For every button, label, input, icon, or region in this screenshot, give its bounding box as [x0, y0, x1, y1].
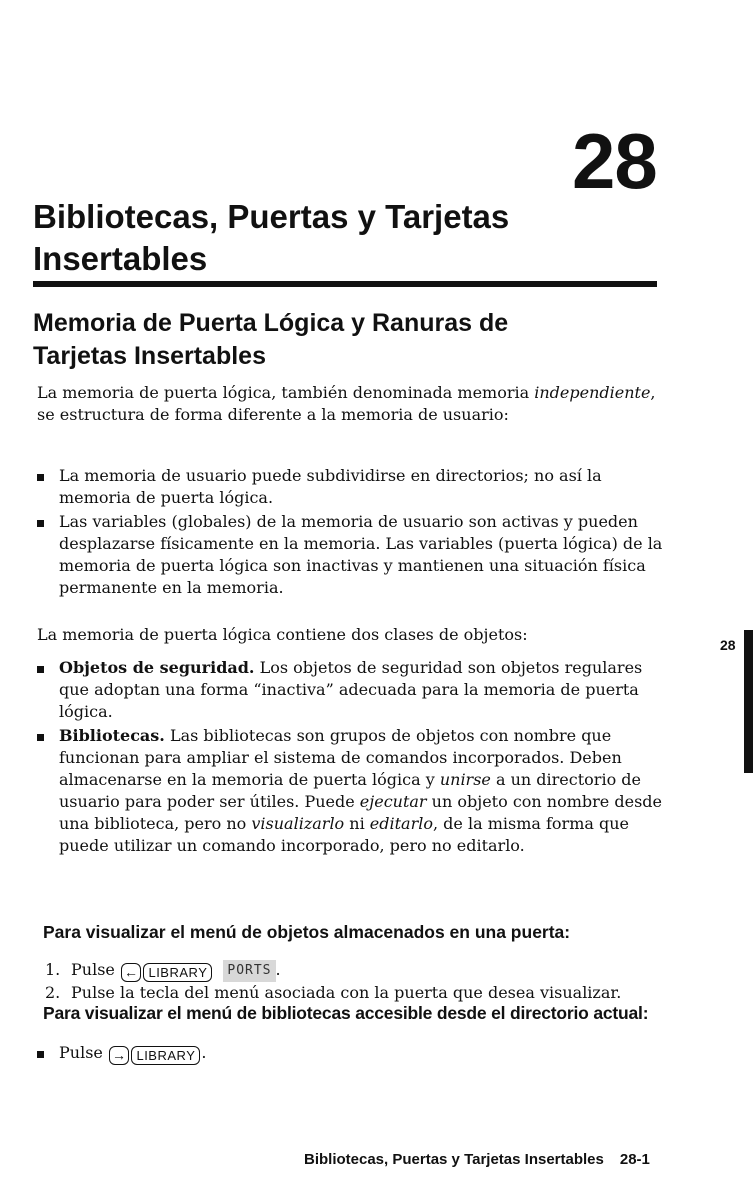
bullet-icon — [37, 1051, 44, 1058]
step-word: Pulse — [71, 960, 115, 979]
intro-emphasis: independiente — [534, 383, 651, 402]
list-item-text: Las bibliotecas son grupos de objetos con nombre que funcionan para ampliar el sistema de comandos incorporados. Deben almacenarse en la memoria de puerta lógica y — [59, 726, 622, 789]
chapter-title — [33, 196, 653, 280]
intro-text-a: La memoria de puerta lógica, también denominada memoria — [37, 383, 535, 402]
bullet-icon — [37, 666, 44, 673]
section-title — [33, 307, 653, 373]
libraries-instruction — [37, 1042, 537, 1065]
step-2 — [45, 982, 685, 1004]
memory-differences-list — [37, 465, 677, 599]
right-shift-key-icon: → — [109, 1046, 130, 1065]
ports-menu-key: PORTS — [223, 960, 275, 982]
objects-intro-paragraph — [37, 624, 677, 646]
bullet-icon — [37, 520, 44, 527]
list-item-text: a un directorio de usuario para poder ser útiles. Puede — [59, 770, 641, 811]
bullet-icon — [37, 474, 44, 481]
list-item-text: La memoria de usuario puede subdividirse en directorios; no así la memoria de puerta lógica. — [59, 466, 602, 507]
steps-list — [45, 959, 685, 1004]
footer-title: Bibliotecas, Puertas y Tarjetas Insertables — [304, 1151, 604, 1168]
page-number: 28-1 — [619, 1151, 650, 1168]
list-item-end: . — [201, 1043, 207, 1062]
chapter-title-line-2: Insertables — [33, 240, 208, 277]
list-item-lead: Objetos de seguridad. — [59, 658, 255, 677]
chapter-tab-marker — [744, 630, 753, 773]
page-footer — [304, 1151, 650, 1168]
list-item-text: Los objetos de seguridad son objetos regulares que adoptan una forma “inactiva” adecuada para la memoria de puerta lógica. — [59, 658, 643, 721]
list-item — [37, 725, 677, 857]
chapter-title-line-1: Bibliotecas, Puertas y Tarjetas — [33, 198, 510, 235]
list-item — [37, 465, 677, 509]
list-item-text: Las variables (globales) de la memoria de usuario son activas y pueden desplazarse físicamente en la memoria. Las variables (puerta lógica) de la memoria de puerta lógica son inactivas y mantienen una situación física permanente en la memoria. — [59, 512, 663, 597]
title-rule — [33, 281, 657, 287]
list-item-text: , de la misma forma que puede utilizar un comando incorporado, pero no editarlo. — [59, 814, 630, 855]
object-types-list — [37, 657, 677, 857]
emphasis: editarlo — [369, 814, 433, 833]
emphasis: visualizarlo — [251, 814, 345, 833]
step-number: 2. — [45, 983, 61, 1002]
section-title-line-2: Tarjetas Insertables — [33, 342, 266, 370]
subheading-ports: Para visualizar el menú de objetos almacenados en una puerta: — [43, 922, 571, 942]
objects-intro-text: La memoria de puerta lógica contiene dos clases de objetos: — [37, 625, 528, 644]
list-item-text: ni — [344, 814, 370, 833]
list-item-word: Pulse — [59, 1043, 103, 1062]
step-end: . — [275, 960, 281, 979]
section-title-line-1: Memoria de Puerta Lógica y Ranuras de — [33, 309, 509, 337]
list-item-text: un objeto con nombre desde una biblioteca, pero no — [59, 792, 662, 833]
list-item-lead: Bibliotecas. — [59, 726, 165, 745]
library-key: LIBRARY — [131, 1046, 200, 1065]
list-item — [37, 657, 677, 723]
subheading-libraries: Para visualizar el menú de bibliotecas accesible desde el directorio actual: — [43, 1003, 649, 1023]
step-number: 1. — [45, 960, 61, 979]
bullet-icon — [37, 734, 44, 741]
step-text: Pulse la tecla del menú asociada con la puerta que desea visualizar. — [71, 983, 622, 1002]
chapter-number: 28 — [572, 117, 657, 205]
left-shift-key-icon: ← — [121, 963, 142, 982]
intro-paragraph — [37, 382, 677, 426]
list-item — [37, 511, 677, 599]
emphasis: unirse — [439, 770, 491, 789]
list-item — [37, 1042, 537, 1065]
intro-text-b: , se estructura de forma diferente a la memoria de usuario: — [37, 383, 656, 424]
step-1 — [45, 959, 685, 982]
emphasis: ejecutar — [359, 792, 427, 811]
library-key: LIBRARY — [143, 963, 212, 982]
chapter-tab-number: 28 — [720, 637, 736, 653]
